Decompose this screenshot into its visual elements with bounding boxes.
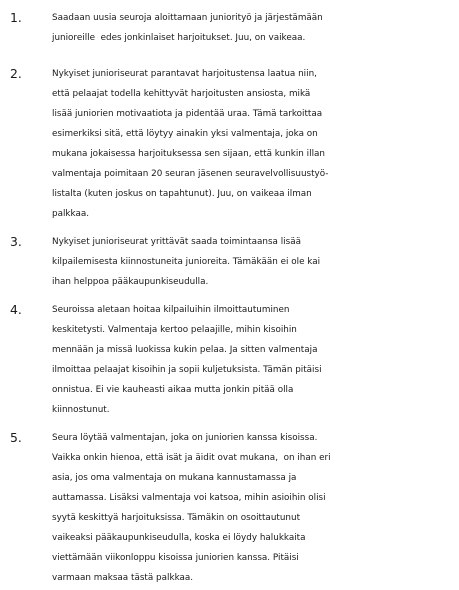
list-item-number: 3. — [10, 234, 22, 249]
list-item-number: 1. — [10, 10, 22, 25]
text-line: keskitetysti. Valmentaja kertoo pelaajille, mihin kisoihin — [52, 325, 297, 335]
text-line: junioreille edes jonkinlaiset harjoitukset. Juu, on vaikeaa. — [52, 33, 306, 43]
text-line: ihan helppoa pääkaupunkiseudulla. — [52, 277, 209, 287]
list-item-number: 2. — [10, 66, 22, 81]
text-line: kiinnostunut. — [52, 405, 110, 415]
text-line: onnistua. Ei vie kauheasti aikaa mutta jonkin pitää olla — [52, 385, 294, 395]
text-line: Seuroissa aletaan hoitaa kilpailuihin ilmoittautuminen — [52, 305, 290, 315]
text-line: Seura löytää valmentajan, joka on juniorien kanssa kisoissa. — [52, 433, 318, 443]
text-line: kilpailemisesta kiinnostuneita junioreita. Tämäkään ei ole kai — [52, 257, 321, 267]
text-line: että pelaajat todella kehittyvät harjoitusten ansiosta, mikä — [52, 89, 311, 99]
list-item-number: 5. — [10, 430, 22, 445]
text-line: asia, jos oma valmentaja on mukana kannustamassa ja — [52, 473, 297, 483]
list-item-text — [52, 428, 459, 588]
text-line: esimerkiksi sitä, että löytyy ainakin yksi valmentaja, joka on — [52, 129, 318, 139]
text-line: mukana jokaisessa harjoituksessa sen sijaan, että kunkin illan — [52, 149, 325, 159]
text-line: valmentaja poimitaan 20 seuran jäsenen seuravelvollisuustyö- — [52, 169, 329, 179]
text-line: Nykyiset junioriseurat yrittävät saada toimintaansa lisää — [52, 237, 301, 247]
list-item-text — [52, 64, 459, 224]
list-item-text — [52, 8, 459, 48]
text-line: syytä keskittyä harjoituksissa. Tämäkin on osoittautunut — [52, 513, 301, 523]
list-item-text — [52, 300, 459, 420]
text-line: varmaan maksaa tästä palkkaa. — [52, 573, 194, 583]
text-line: listalta (kuten joskus on tapahtunut). Juu, on vaikeaa ilman — [52, 189, 312, 199]
text-line: mennään ja missä luokissa kukin pelaa. Ja sitten valmentaja — [52, 345, 318, 355]
list-item-text — [52, 232, 459, 292]
text-line: auttamassa. Lisäksi valmentaja voi katsoa, mihin asioihin olisi — [52, 493, 326, 503]
text-line: Vaikka onkin hienoa, että isät ja äidit ovat mukana, on ihan eri — [52, 453, 331, 463]
text-line: Nykyiset junioriseurat parantavat harjoitustensa laatua niin, — [52, 69, 317, 79]
text-line: vaikeaksi pääkaupunkiseudulla, koska ei löydy halukkaita — [52, 533, 306, 543]
text-line: ilmoittaa pelaajat kisoihin ja sopii kuljetuksista. Tämän pitäisi — [52, 365, 322, 375]
text-line: viettämään viikonloppu kisoissa juniorien kanssa. Pitäisi — [52, 553, 299, 563]
list-item-number: 4. — [10, 302, 22, 317]
text-line: lisää juniorien motivaatiota ja pidentää uraa. Tämä tarkoittaa — [52, 109, 323, 119]
text-line: Saadaan uusia seuroja aloittamaan juniorityö ja järjestämään — [52, 13, 323, 23]
text-line: palkkaa. — [52, 209, 90, 219]
